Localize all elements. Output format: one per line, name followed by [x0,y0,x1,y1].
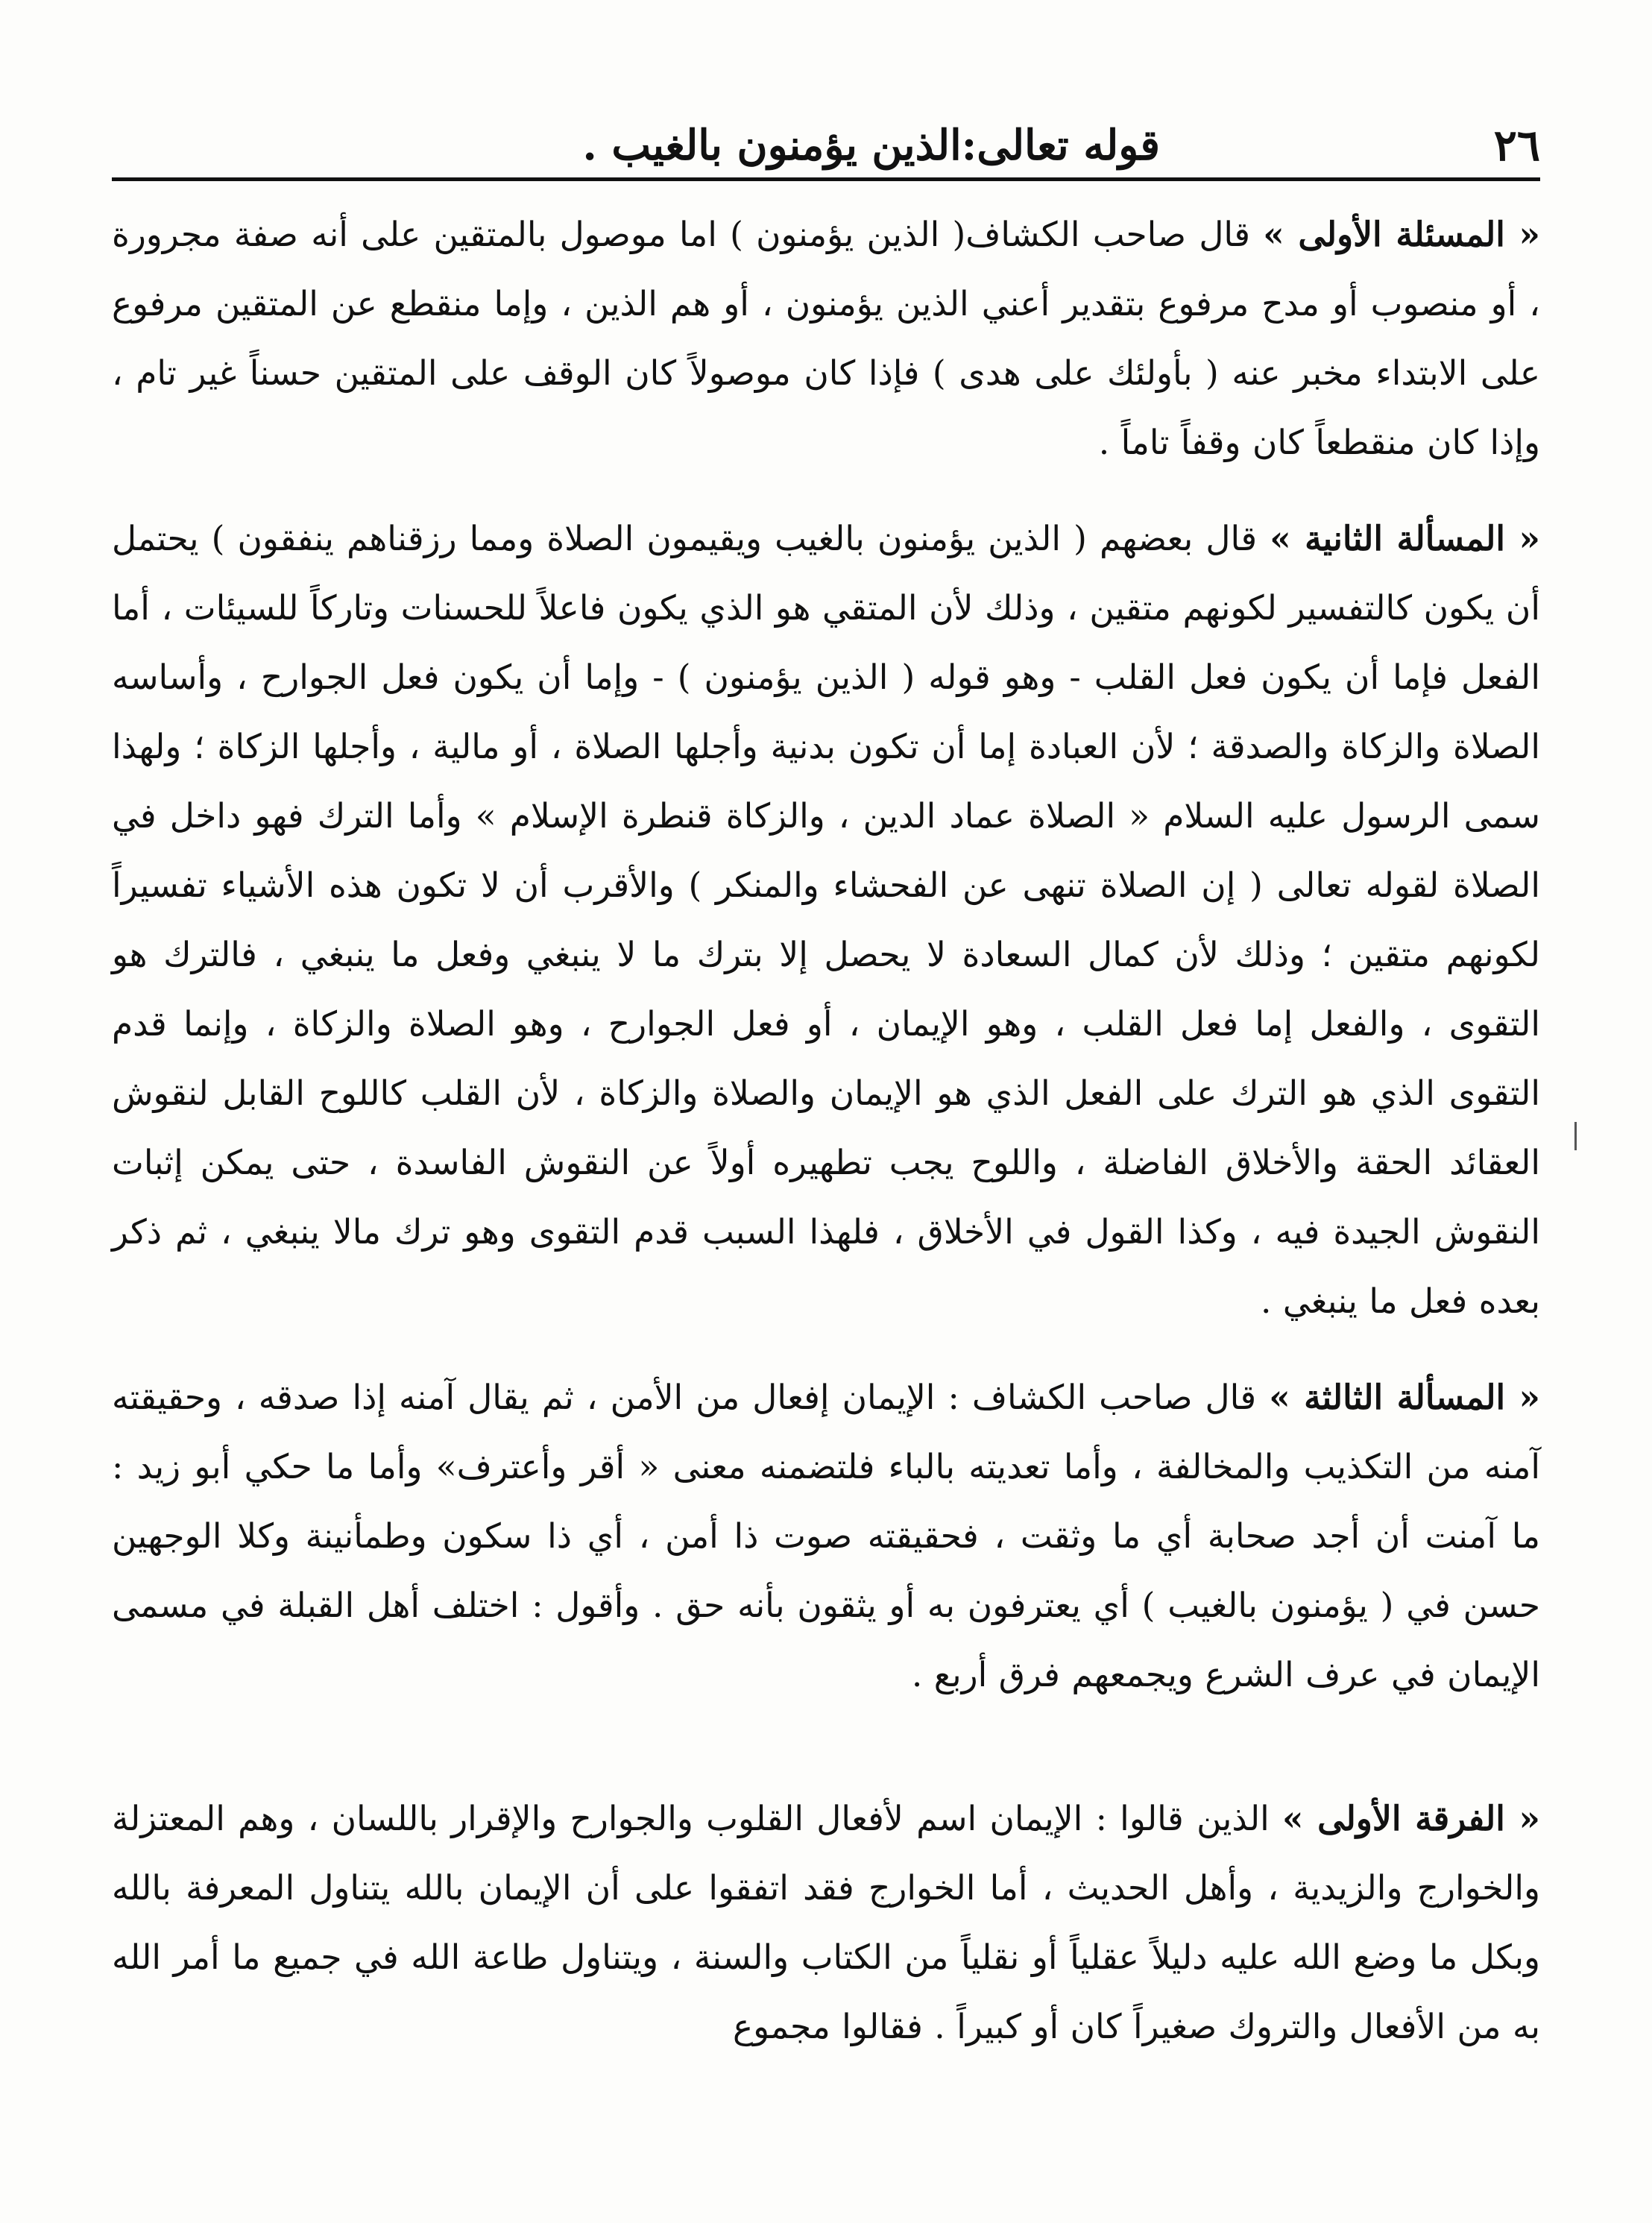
paragraph-heading: « المسألة الثانية » [1270,518,1540,558]
paragraph-first-question [112,200,1540,477]
margin-mark [1574,1122,1577,1150]
header-rule [112,177,1540,181]
paragraph-heading: « المسئلة الأولى » [1263,214,1540,254]
page-number: ٢٦ [1493,120,1540,171]
paragraph-first-sect [112,1784,1540,2061]
running-title: قوله تعالى:الذين يؤمنون بالغيب . [582,121,1160,170]
body-text [112,200,1540,2061]
paragraph-spacer [112,1709,1540,1784]
paragraph-text: قال صاحب الكشاف( الذين يؤمنون ) اما موصول بالمتقين على أنه صفة مجرورة ، أو منصوب أو مدح مرفوع بتقدير أعني الذين يؤمنون ، أو هم الذين ، وإما منقطع عن المتقين مرفوع على الابتداء مخبر عنه ( بأولئك على هدى ) فإذا كان موصولاً كان الوقف على المتقين حسناً غير تام ، وإذا كان منقطعاً كان وقفاً تاماً . [112,215,1540,462]
paragraph-second-question [112,504,1540,1336]
paragraph-spacer [112,1336,1540,1363]
paragraph-heading: « الفرقة الأولى » [1282,1798,1540,1838]
paragraph-text: قال صاحب الكشاف : الإيمان إفعال من الأمن ، ثم يقال آمنه إذا صدقه ، وحقيقته آمنه من التكذيب والمخالفة ، وأما تعديته بالباء فلتضمنه معنى « أقر وأعترف» وأما ما حكي أبو زيد : ما آمنت أن أجد صحابة أي ما وثقت ، فحقيقته صوت ذا أمن ، أي ذا سكون وطمأنينة وكلا الوجهين حسن في ( يؤمنون بالغيب ) أي يعترفون به أو يثقون بأنه حق . وأقول : اختلف أهل القبلة في مسمى الإيمان في عرف الشرع ويجمعهم فرق أربع . [112,1378,1540,1694]
running-header [224,112,1540,179]
paragraph-heading: « المسألة الثالثة » [1269,1377,1540,1417]
paragraph-text: الذين قالوا : الإيمان اسم لأفعال القلوب والجوارح والإقرار باللسان ، وهم المعتزلة والخوارج والزيدية ، وأهل الحديث ، أما الخوارج فقد اتفقوا على أن الإيمان بالله يتناول المعرفة بالله وبكل ما وضع الله عليه دليلاً عقلياً أو نقلياً من الكتاب والسنة ، ويتناول طاعة الله في جميع ما أمر الله به من الأفعال والتروك صغيراً كان أو كبيراً . فقالوا مجموع [112,1799,1540,2046]
paragraph-text: قال بعضهم ( الذين يؤمنون بالغيب ويقيمون الصلاة ومما رزقناهم ينفقون ) يحتمل أن يكون كالتفسير لكونهم متقين ، وذلك لأن المتقي هو الذي يكون فاعلاً للحسنات وتاركاً للسيئات ، أما الفعل فإما أن يكون فعل القلب - وهو قوله ( الذين يؤمنون ) - وإما أن يكون فعل الجوارح ، وأساسه الصلاة والزكاة والصدقة ؛ لأن العبادة إما أن تكون بدنية وأجلها الصلاة ، أو مالية ، وأجلها الزكاة ؛ ولهذا سمى الرسول عليه السلام « الصلاة عماد الدين ، والزكاة قنطرة الإسلام » وأما الترك فهو داخل في الصلاة لقوله تعالى ( إن الصلاة تنهى عن الفحشاء والمنكر ) والأقرب أن لا تكون هذه الأشياء تفسيراً لكونهم متقين ؛ وذلك لأن كمال السعادة لا يحصل إلا بترك ما لا ينبغي وفعل ما ينبغي ، فالترك هو التقوى ، والفعل إما فعل القلب ، وهو الإيمان ، أو فعل الجوارح ، وهو الصلاة والزكاة ، وإنما قدم التقوى الذي هو الترك على الفعل الذي هو الإيمان والصلاة والزكاة ، لأن القلب كاللوح القابل لنقوش العقائد الحقة والأخلاق الفاضلة ، واللوح يجب تطهيره أولاً عن النقوش الفاسدة ، حتى يمكن إثبات النقوش الجيدة فيه ، وكذا القول في الأخلاق ، فلهذا السبب قدم التقوى وهو ترك مالا ينبغي ، ثم ذكر بعده فعل ما ينبغي . [112,519,1540,1321]
paragraph-third-question [112,1363,1540,1709]
paragraph-spacer [112,477,1540,504]
